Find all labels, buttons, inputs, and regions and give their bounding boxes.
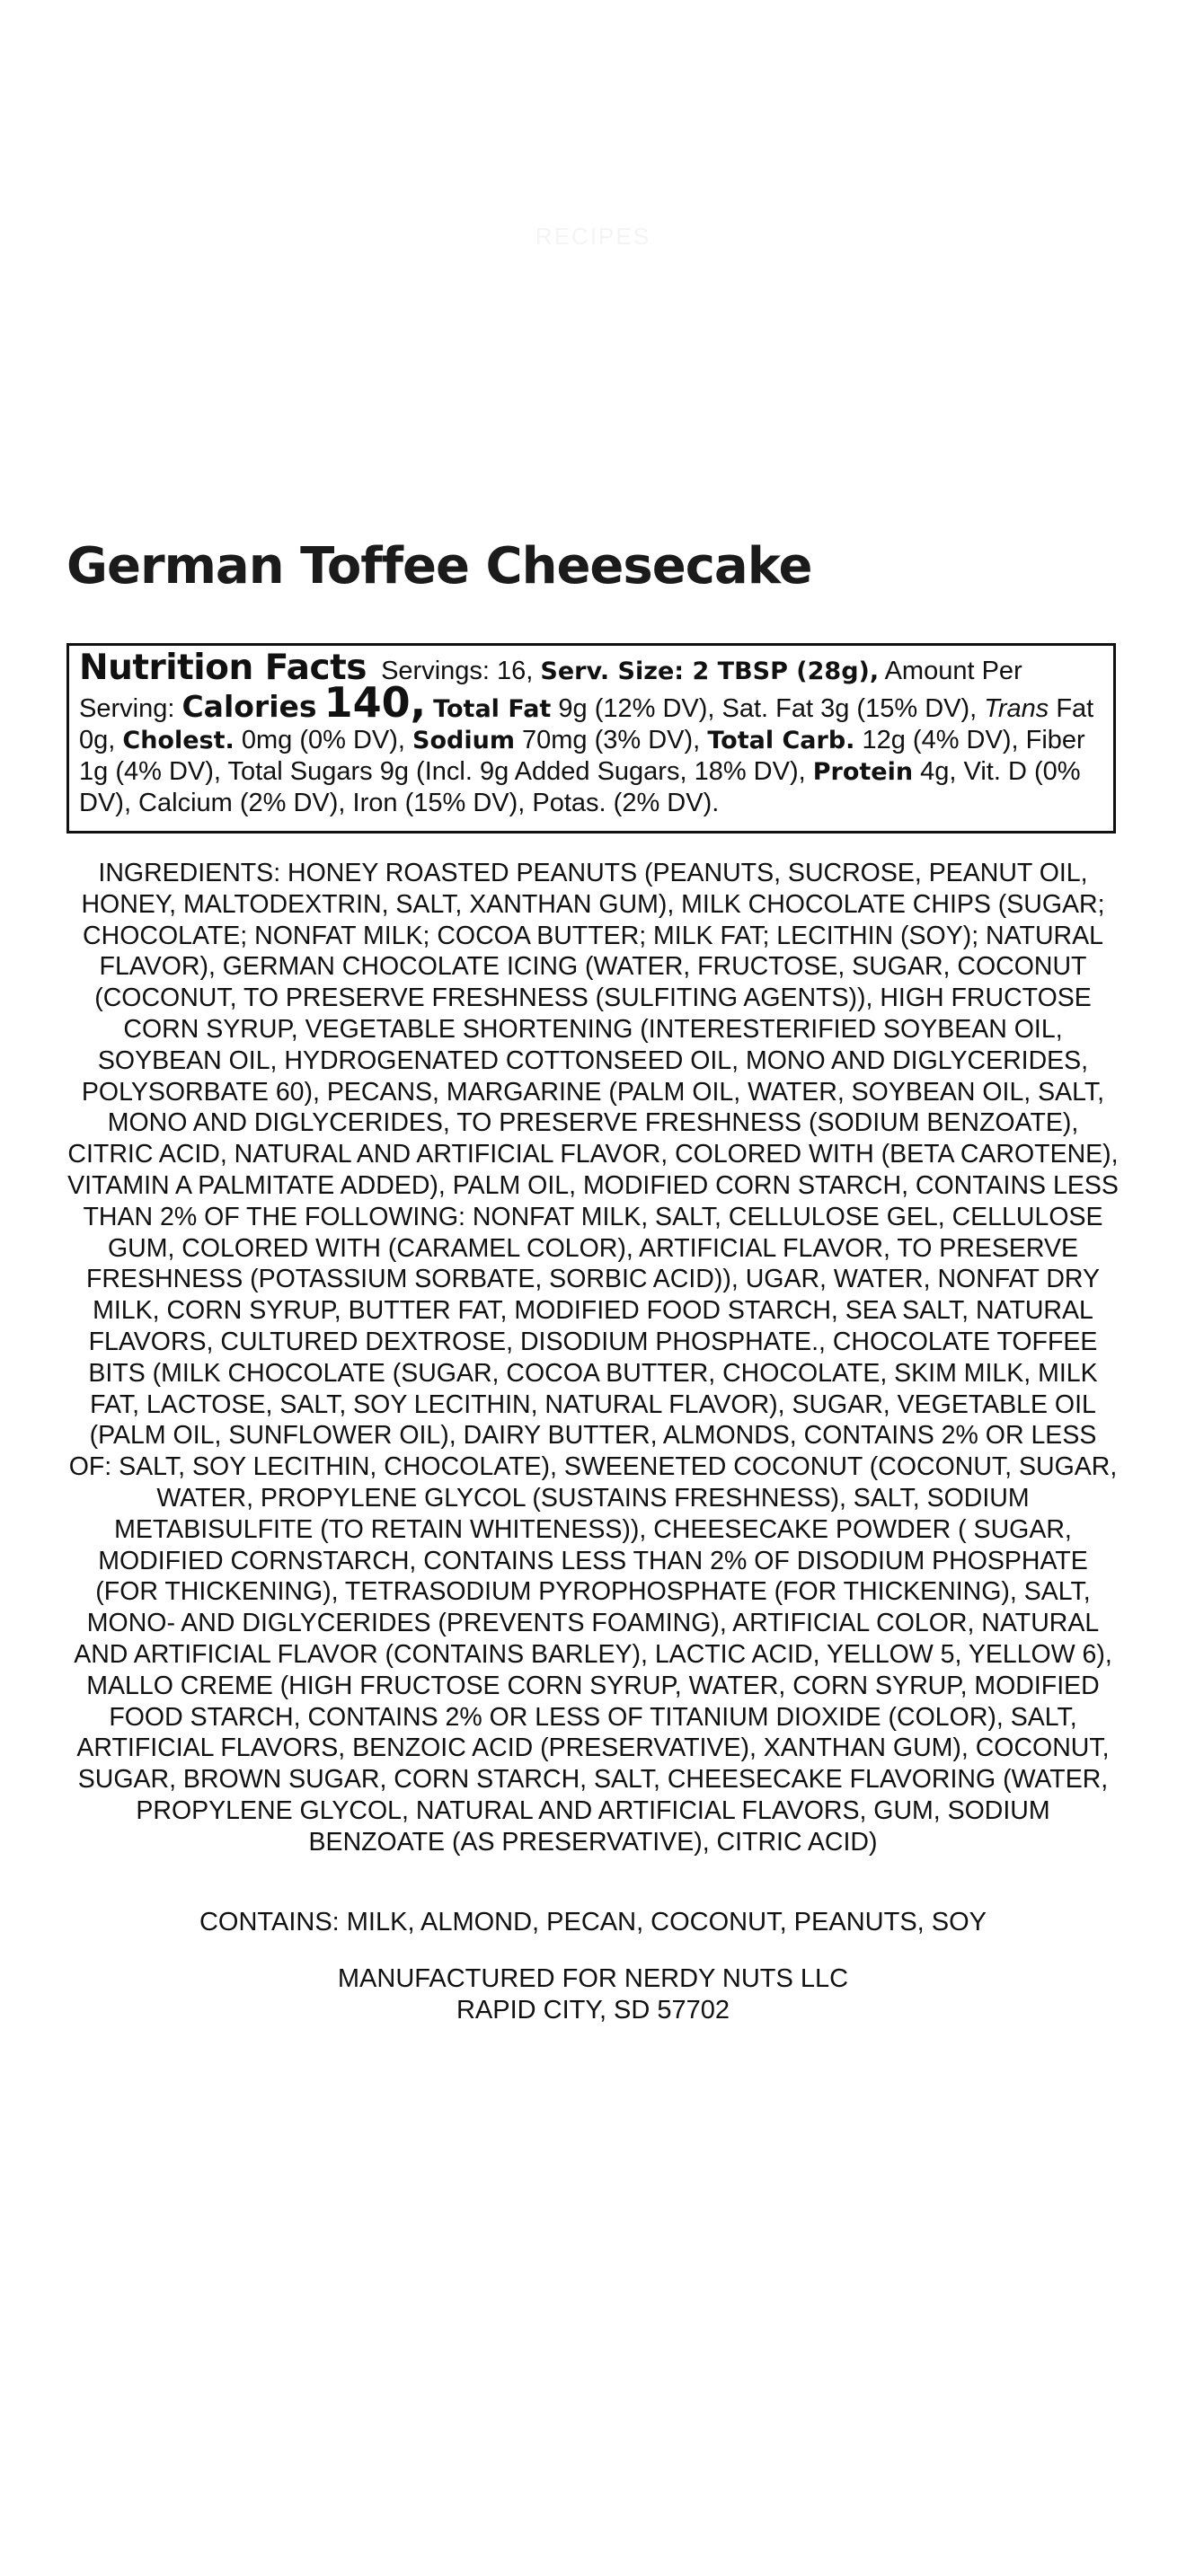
servings-text: Servings: 16,: [381, 657, 534, 685]
total-carb-label: Total Carb.: [707, 727, 855, 754]
protein-label: Protein: [812, 758, 914, 786]
total-carb-value: 12g (4% DV), Fiber 1g (4% DV), Total Sugars 9g (Incl. 9g Added Sugars, 18% DV),: [79, 726, 1085, 786]
ingredients-text: INGREDIENTS: HONEY ROASTED PEANUTS (PEANUTS, SUCROSE, PEANUT OIL, HONEY, MALTODEXTRIN, SALT, XANTHAN GUM), MILK CHOCOLATE CHIPS (SUGAR; CHOCOLATE; NONFAT MILK; COCOA BUTTER; MILK FAT; LECITHIN (SOY); NATURAL FLAVOR), GERMAN CHOCOLATE ICING (WATER, FRUCTOSE, SUGAR, COCONUT (COCONUT, TO PRESERVE FRESHNESS (SULFITING AGENTS)), HIGH FRUCTOSE CORN SYRUP, VEGETABLE SHORTENING (INTERESTERIFIED SOYBEAN OIL, SOYBEAN OIL, HYDROGENATED COTTONSEED OIL, MONO AND DIGLYCERIDES, POLYSORBATE 60), PECANS, MARGARINE (PALM OIL, WATER, SOYBEAN OIL, SALT, MONO AND DIGLYCERIDES, TO PRESERVE FRESHNESS (SODIUM BENZOATE), CITRIC ACID, NATURAL AND ARTIFICIAL FLAVOR, COLORED WITH (BETA CAROTENE), VITAMIN A PALMITATE ADDED), PALM OIL, MODIFIED CORN STARCH, CONTAINS LESS THAN 2% OF THE FOLLOWING: NONFAT MILK, SALT, CELLULOSE GEL, CELLULOSE GUM, COLORED WITH (CARAMEL COLOR), ARTIFICIAL FLAVOR, TO PRESERVE FRESHNESS (POTASSIUM SORBATE, SORBIC ACID)), UGAR, WATER, NONFAT DRY MILK, CORN SYRUP, BUTTER FAT, MODIFIED FOOD STARCH, SEA SALT, NATURAL FLAVORS, CULTURED DEXTROSE, DISODIUM PHOSPHATE., CHOCOLATE TOFFEE BITS (MILK CHOCOLATE (SUGAR, COCOA BUTTER, CHOCOLATE, SKIM MILK, MILK FAT, LACTOSE, SALT, SOY LECITHIN, NATURAL FLAVOR), SUGAR, VEGETABLE OIL (PALM OIL, SUNFLOWER OIL), DAIRY BUTTER, ALMONDS, CONTAINS 2% OR LESS OF: SALT, SOY LECITHIN, CHOCOLATE), SWEENETED COCONUT (COCONUT, SUGAR, WATER, PROPYLENE GLYCOL (SUSTAINS FRESHNESS), SALT, SODIUM METABISULFITE (TO RETAIN WHITENESS)), CHEESECAKE POWDER ( SUGAR, MODIFIED CORNSTARCH, CONTAINS LESS THAN 2% OF DISODIUM PHOSPHATE (FOR THICKENING), TETRASODIUM PYROPHOSPHATE (FOR THICKENING), SALT, MONO- AND DIGLYCERIDES (PREVENTS FOAMING), ARTIFICIAL COLOR, NATURAL AND ARTIFICIAL FLAVOR (CONTAINS BARLEY), LACTIC ACID, YELLOW 5, YELLOW 6), MALLO CREME (HIGH FRUCTOSE CORN SYRUP, WATER, CORN SYRUP, MODIFIED FOOD STARCH, CONTAINS 2% OR LESS OF TITANIUM DIOXIDE (COLOR), SALT, ARTIFICIAL FLAVORS, BENZOIC ACID (PRESERVATIVE), XANTHAN GUM), COCONUT, SUGAR, BROWN SUGAR, CORN STARCH, SALT, CHEESECAKE FLAVORING (WATER, PROPYLENE GLYCOL, NATURAL AND ARTIFICIAL FLAVORS, GUM, SODIUM BENZOATE (AS PRESERVATIVE), CITRIC ACID): [67, 859, 1119, 1857]
total-fat-value: 9g (12% DV), Sat. Fat 3g (15% DV),: [558, 694, 978, 723]
cholesterol-value: 0mg (0% DV),: [241, 726, 405, 754]
faint-page-header: RECIPES: [535, 223, 651, 250]
protein-value: 4g, Vit. D (0% DV), Calcium (2% DV), Iron (15% DV), Potas. (2% DV).: [79, 757, 1081, 817]
total-fat-label: Total Fat: [433, 695, 552, 723]
product-title: German Toffee Cheesecake: [66, 537, 812, 595]
manufacturer-address: RAPID CITY, SD 57702: [456, 1996, 730, 2025]
amount-per-serving-text: Amount Per Serving:: [79, 657, 1022, 723]
nutrition-facts-panel: [66, 643, 1116, 834]
calories-label: Calories: [181, 689, 317, 724]
nutrition-facts-heading: Nutrition Facts: [79, 648, 367, 688]
calories-value: 140,: [323, 678, 427, 727]
manufacturer-info: [66, 1963, 1120, 2026]
allergen-contains-text: CONTAINS: MILK, ALMOND, PECAN, COCONUT, PEANUTS, SOY: [199, 1908, 987, 1936]
trans-fat-label: Trans: [984, 694, 1049, 723]
cholesterol-label: Cholest.: [122, 727, 235, 754]
serving-size-text: Serv. Size: 2 TBSP (28g),: [540, 657, 880, 685]
manufacturer-line: MANUFACTURED FOR NERDY NUTS LLC: [337, 1964, 849, 1993]
trans-fat-value: Fat 0g,: [79, 694, 1094, 754]
sodium-label: Sodium: [412, 727, 515, 754]
sodium-value: 70mg (3% DV),: [522, 726, 701, 754]
